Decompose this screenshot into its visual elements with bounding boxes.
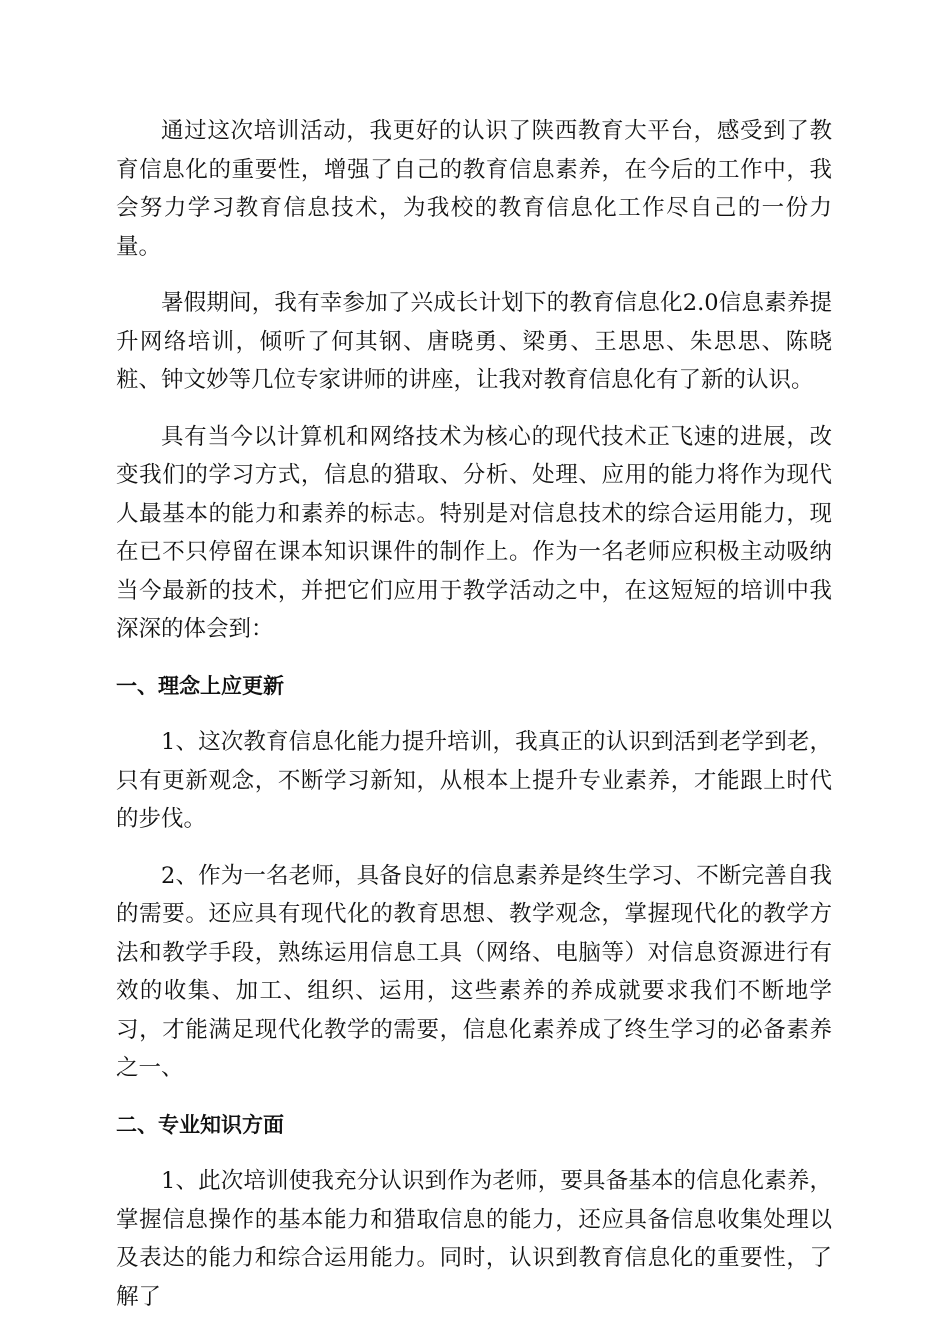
paragraph-concept-1: 1、这次教育信息化能力提升培训，我真正的认识到活到老学到老，只有更新观念，不断学习新知，从根本上提升专业素养，才能跟上时代的步伐。 [116,729,832,832]
paragraph-modern-technology: 具有当今以计算机和网络技术为核心的现代技术正飞速的进展，改变我们的学习方式，信息的猎取、分析、处理、应用的能力将作为现代人最基本的能力和素养的标志。特别是对信息技术的综合运用能力，现在已不只停留在课本知识课件的制作上。作为一名老师应积极主动吸纳当今最新的技术，并把它们应用于教学活动之中，在这短短的培训中我深深的体会到： [116,423,832,642]
paragraph-knowledge-1: 1、此次培训使我充分认识到作为老师，要具备基本的信息化素养，掌握信息操作的基本能力和猎取信息的能力，还应具备信息收集处理以及表达的能力和综合运用能力。同时，认识到教育信息化的重要性，了解了 [116,1168,832,1310]
paragraph-concept-2: 2、作为一名老师，具备良好的信息素养是终生学习、不断完善自我的需要。还应具有现代化的教育思想、教学观念，掌握现代化的教学方法和教学手段，熟练运用信息工具（网络、电脑等）对信息资源进行有效的收集、加工、组织、运用，这些素养的养成就要求我们不断地学习，才能满足现代化教学的需要，信息化素养成了终生学习的必备素养之一、 [116,862,832,1081]
document-body [116,112,832,1334]
paragraph-intro: 通过这次培训活动，我更好的认识了陕西教育大平台，感受到了教育信息化的重要性，增强了自己的教育信息素养，在今后的工作中，我会努力学习教育信息技术，为我校的教育信息化工作尽自己的一份力量。 [116,118,832,260]
section-heading-knowledge: 二、专业知识方面 [116,1112,284,1137]
paragraph-summer-training: 暑假期间，我有幸参加了兴成长计划下的教育信息化2.0信息素养提升网络培训，倾听了何其钢、唐晓勇、梁勇、王思思、朱思思、陈晓粧、钟文妙等几位专家讲师的讲座，让我对教育信息化有了新的认识。 [116,290,832,393]
section-heading-concept: 一、理念上应更新 [116,673,284,698]
